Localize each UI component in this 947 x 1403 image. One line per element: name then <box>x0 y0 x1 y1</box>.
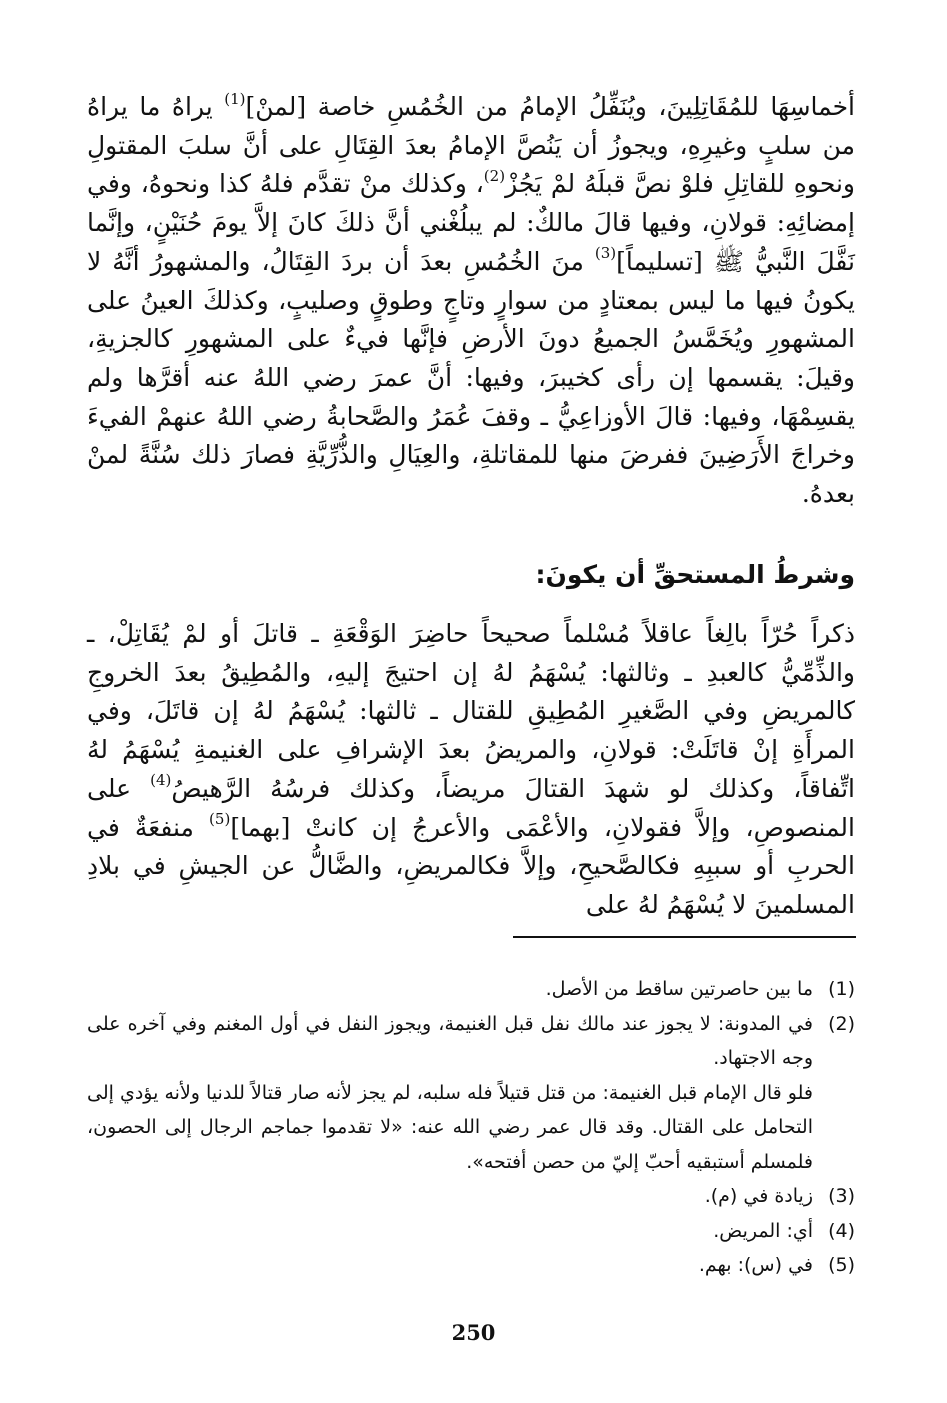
main-text-block <box>87 88 855 514</box>
footnote-line: في (س): بهم. <box>698 1254 813 1276</box>
footnote-ref-3[interactable]: (3) <box>594 244 617 263</box>
footnote-text <box>87 972 813 1007</box>
footnote-number: (3) <box>828 1185 855 1207</box>
paragraph-1-part-3: ، وكذلك منْ تقدَّم فلهُ كذا ونحوهُ، وفي إمضائِهِ: قولانِ، وفيها قالَ مالكٌ: لم يبلُغْني أنَّ ذلكَ كانَ إلاَّ يومَ حُنَيْنٍ، وإنَّما نَفَّلَ النَّبيُّ ﷺ [تسليماً] <box>87 169 855 276</box>
second-text-block <box>87 615 855 925</box>
footnote-divider <box>513 936 856 938</box>
footnote-text <box>87 1214 813 1249</box>
footnote-text <box>87 1007 813 1180</box>
footnote-2 <box>87 1007 855 1180</box>
footnote-1 <box>87 972 855 1007</box>
page-number: 250 <box>451 1320 496 1345</box>
footnote-number: (4) <box>828 1219 855 1242</box>
footnote-line: ما بين حاصرتين ساقط من الأصل. <box>545 978 813 1000</box>
footnote-line: فلو قال الإمام قبل الغنيمة: من قتل قتيلاً فله سلبه، لم يجز لأنه صار قتالاً للدنيا ولأنه يؤدي إلى التحامل على القتال. وقد قال عمر رضي الله عنه: «لا تقدموا جماجم الرجال إلى الحصون، فلمسلم أستبقيه أحبّ إليّ من حصن أفتحه». <box>87 1081 813 1173</box>
footnote-3 <box>87 1179 855 1214</box>
paragraph-2 <box>87 615 855 925</box>
footnote-number: (1) <box>828 978 855 1000</box>
footnote-ref-2[interactable]: (2) <box>483 167 506 186</box>
paragraph-1-part-1: أخماسِهَا للمُقَاتِلِينَ، ويُنَفِّلُ الإمامُ من الخُمُسِ خاصة [لمنْ] <box>245 92 855 121</box>
footnote-number: (2) <box>828 1012 855 1035</box>
paragraph-2-part-2: على المنصوصِ، وإلاَّ فقولانِ، والأعْمَى والأعرجُ إن كانتْ [بهما] <box>87 773 855 842</box>
footnote-text <box>87 1179 813 1214</box>
footnote-line: أي: المريض. <box>713 1219 813 1242</box>
paragraph-2-part-3: منفعَةٌ في الحربِ أو سببِهِ فكالصَّحيحِ، وإلاَّ فكالمريضِ، والضَّالُّ عن الجيشِ في بلادِ المسلمينَ لا يُسْهَمُ لهُ على <box>87 812 855 919</box>
footnote-number: (5) <box>828 1254 855 1276</box>
footnote-line: في المدونة: لا يجوز عند مالك نفل قبل الغنيمة، ويجوز النفل في أول المغنم وفي آخره على وجه الاجتهاد. <box>87 1012 813 1069</box>
paragraph-2-part-1: ذكراً حُرّاً بالِغاً عاقلاً مُسْلماً صحيحاً حاضِرَ الوَقْعَةِ ـ قاتلَ أو لمْ يُقَاتِلْ، ـ والذِّمِّيُّ كالعبدِ ـ وثالثها: يُسْهَمُ لهُ إن احتيجَ إليهِ، والمُطِيقُ بعدَ الخروجِ كالمريضِ وفي الصَّغيرِ المُطِيقِ للقتال ـ ثالثها: يُسْهَمُ لهُ إن قاتَلَ، وفي المرأَةِ إنْ قاتَلَتْ: قولانِ، والمريضُ بعدَ الإشرافِ على الغنيمةِ يُسْهَمُ لهُ اتِّفاقاً، وكذلك لو شهدَ القتالَ مريضاً، وكذلك فرسُهُ الرَّهيصُ <box>87 619 856 803</box>
footnote-text <box>87 1248 813 1283</box>
footnote-4 <box>87 1214 855 1249</box>
paragraph-1 <box>87 88 855 514</box>
paragraph-1-part-4: منَ الخُمُسِ بعدَ أن بردَ القِتَالُ، والمشهورُ أنَّهُ لا يكونُ فيها ما ليس بمعتادٍ من سوارٍ وتاجٍ وطوقٍ وصليبٍ، وكذلكَ العينُ على المشهورِ ويُخَمَّسُ الجميعُ دونَ الأرضِ فإنَّها فيءٌ على المشهورِ كالجزيةِ، وقيلَ: يقسمها إن رأى كخيبرَ، وفيها: أنَّ عمرَ رضي اللهُ عنه أقرَّها ولم يقسِمْهَا، وفيها: قالَ الأوزاعِيُّ ـ وقفَ عُمَرُ والصَّحابةُ رضي اللهُ عنهمْ الفيءَ وخراجَ الأَرَضِينَ ففرضَ منها للمقاتلةِ، والعِيَالِ والذُّرِّيَّةِ فصارَ ذلك سُنَّةً لمنْ بعدهُ. <box>87 246 855 509</box>
footnotes-section <box>87 972 855 1283</box>
footnote-line: زيادة في (م). <box>704 1185 813 1207</box>
section-heading: وشرطُ المستحقِّ أن يكونَ: <box>535 560 855 589</box>
paragraph-1-part-2: يراهُ ما يراهُ من سلبٍ وغيرِهِ، ويجوزُ أن يَنُصَّ الإمامُ بعدَ القِتَالِ على أنَّ سلبَ المقتولِ ونحوهِ للقاتِلِ فلوْ نصَّ قبلَهُ لمْ يَجُزْ <box>87 92 855 199</box>
footnote-5 <box>87 1248 855 1283</box>
footnote-ref-5[interactable]: (5) <box>209 810 231 829</box>
footnote-ref-1[interactable]: (1) <box>224 89 246 108</box>
footnote-ref-4[interactable]: (4) <box>150 771 172 790</box>
